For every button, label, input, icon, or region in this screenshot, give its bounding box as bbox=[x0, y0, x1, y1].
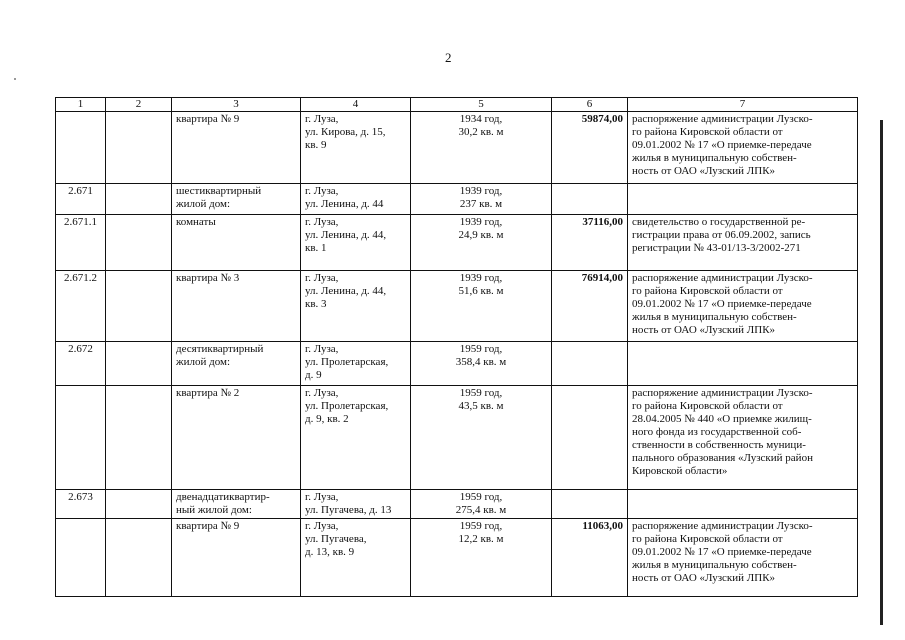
cell-c3: квартира № 9 bbox=[172, 112, 301, 184]
page-number: 2 bbox=[445, 50, 452, 65]
cell-c3: квартира № 3 bbox=[172, 271, 301, 342]
table-row bbox=[56, 215, 858, 271]
cell-c1: 2.672 bbox=[56, 342, 106, 386]
cell-c2 bbox=[106, 184, 172, 215]
cell-c7: распоряжение администрации Лузско- го района Кировской области от 09.01.2002 № 17 «О приемке-передаче жилья в муниципальную собствен- ность от ОАО «Лузский ЛПК» bbox=[628, 271, 858, 342]
cell-c5: 1959 год, 43,5 кв. м bbox=[411, 386, 552, 490]
cell-c4: г. Луза, ул. Ленина, д. 44, кв. 3 bbox=[301, 271, 411, 342]
cell-c6 bbox=[552, 342, 628, 386]
cell-c1: 2.671.1 bbox=[56, 215, 106, 271]
cell-c7: распоряжение администрации Лузско- го района Кировской области от 09.01.2002 № 17 «О приемке-передаче жилья в муниципальную собствен- ность от ОАО «Лузский ЛПК» bbox=[628, 112, 858, 184]
column-header: 7 bbox=[628, 98, 858, 112]
cell-c4: г. Луза, ул. Ленина, д. 44 bbox=[301, 184, 411, 215]
table-row bbox=[56, 342, 858, 386]
cell-c5: 1939 год, 51,6 кв. м bbox=[411, 271, 552, 342]
table-row bbox=[56, 271, 858, 342]
cell-c6: 37116,00 bbox=[552, 215, 628, 271]
column-header: 1 bbox=[56, 98, 106, 112]
cell-c7 bbox=[628, 184, 858, 215]
cell-c7 bbox=[628, 342, 858, 386]
cell-c1: 2.673 bbox=[56, 490, 106, 519]
cell-c3: десятиквартирный жилой дом: bbox=[172, 342, 301, 386]
cell-c5: 1959 год, 358,4 кв. м bbox=[411, 342, 552, 386]
cell-c6 bbox=[552, 490, 628, 519]
cell-c1 bbox=[56, 112, 106, 184]
cell-c7: распоряжение администрации Лузско- го района Кировской области от 09.01.2002 № 17 «О приемке-передаче жилья в муниципальную собствен- ность от ОАО «Лузский ЛПК» bbox=[628, 519, 858, 597]
cell-c3: шестиквартирный жилой дом: bbox=[172, 184, 301, 215]
table-row bbox=[56, 184, 858, 215]
column-header: 6 bbox=[552, 98, 628, 112]
cell-c4: г. Луза, ул. Пролетарская, д. 9 bbox=[301, 342, 411, 386]
cell-c4: г. Луза, ул. Пугачева, д. 13 bbox=[301, 490, 411, 519]
column-header: 4 bbox=[301, 98, 411, 112]
cell-c2 bbox=[106, 112, 172, 184]
cell-c5: 1939 год, 237 кв. м bbox=[411, 184, 552, 215]
column-header: 2 bbox=[106, 98, 172, 112]
cell-c7: распоряжение администрации Лузско- го района Кировской области от 28.04.2005 № 440 «О приемке жилищ- ного фонда из государственной соб- ственности в собственность муници- пального образования «Лузский район Кировской области» bbox=[628, 386, 858, 490]
scan-speck bbox=[14, 78, 16, 80]
cell-c2 bbox=[106, 490, 172, 519]
cell-c2 bbox=[106, 271, 172, 342]
cell-c4: г. Луза, ул. Пролетарская, д. 9, кв. 2 bbox=[301, 386, 411, 490]
cell-c2 bbox=[106, 215, 172, 271]
cell-c3: комнаты bbox=[172, 215, 301, 271]
cell-c5: 1934 год, 30,2 кв. м bbox=[411, 112, 552, 184]
cell-c4: г. Луза, ул. Кирова, д. 15, кв. 9 bbox=[301, 112, 411, 184]
cell-c6 bbox=[552, 184, 628, 215]
cell-c6: 59874,00 bbox=[552, 112, 628, 184]
cell-c6 bbox=[552, 386, 628, 490]
cell-c2 bbox=[106, 519, 172, 597]
table-row bbox=[56, 112, 858, 184]
cell-c2 bbox=[106, 386, 172, 490]
cell-c3: квартира № 9 bbox=[172, 519, 301, 597]
cell-c6: 76914,00 bbox=[552, 271, 628, 342]
cell-c1 bbox=[56, 519, 106, 597]
cell-c2 bbox=[106, 342, 172, 386]
cell-c1: 2.671.2 bbox=[56, 271, 106, 342]
cell-c5: 1959 год, 275,4 кв. м bbox=[411, 490, 552, 519]
table-row bbox=[56, 386, 858, 490]
margin-line bbox=[880, 120, 883, 625]
cell-c1 bbox=[56, 386, 106, 490]
cell-c4: г. Луза, ул. Пугачева, д. 13, кв. 9 bbox=[301, 519, 411, 597]
register-table bbox=[55, 97, 858, 597]
cell-c4: г. Луза, ул. Ленина, д. 44, кв. 1 bbox=[301, 215, 411, 271]
cell-c7 bbox=[628, 490, 858, 519]
cell-c3: квартира № 2 bbox=[172, 386, 301, 490]
table-row bbox=[56, 519, 858, 597]
cell-c1: 2.671 bbox=[56, 184, 106, 215]
cell-c7: свидетельство о государственной ре- гистрации права от 06.09.2002, запись регистрации № 43-01/13-3/2002-271 bbox=[628, 215, 858, 271]
cell-c5: 1959 год, 12,2 кв. м bbox=[411, 519, 552, 597]
cell-c3: двенадцатиквартир- ный жилой дом: bbox=[172, 490, 301, 519]
cell-c6: 11063,00 bbox=[552, 519, 628, 597]
table-row bbox=[56, 490, 858, 519]
column-header: 5 bbox=[411, 98, 552, 112]
column-number-row bbox=[56, 98, 858, 112]
cell-c5: 1939 год, 24,9 кв. м bbox=[411, 215, 552, 271]
column-header: 3 bbox=[172, 98, 301, 112]
